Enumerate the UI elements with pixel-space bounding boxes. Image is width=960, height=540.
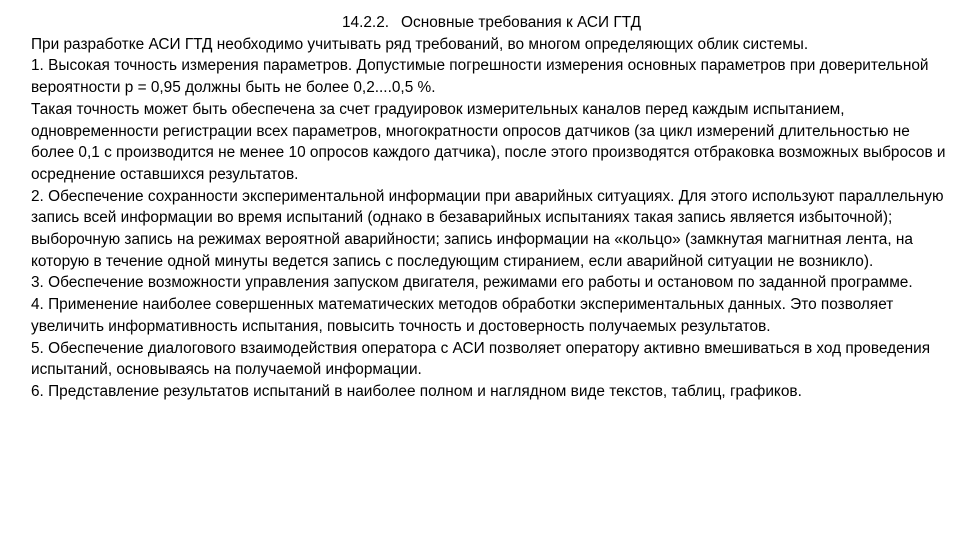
requirement-6-paragraph: 6. Представление результатов испытаний в наиболее полном и наглядном виде текстов, таблиц, графиков. [31, 382, 802, 400]
requirement-1-paragraph: 1. Высокая точность измерения параметров. Допустимые погрешности измерения основных параметров при доверительной вероятности р = 0,95 должны быть не более 0,2....0,5 %. [31, 57, 929, 97]
requirement-2-paragraph: 2. Обеспечение сохранности экспериментальной информации при аварийных ситуациях. Для этого используют параллельную запись всей информации во время испытаний (однако в безаварийных испытаниях такая запись является избыточной); выборочную запись на режимах вероятной аварийности; запись информации на «кольцо» (замкнутая магнитная лента, на которую в течение одной минуты ведется запись с последующим стиранием, если аварийной ситуации не возникло). [31, 187, 944, 270]
requirement-5-paragraph: 5. Обеспечение диалогового взаимодействия оператора с АСИ позволяет оператору активно вмешиваться в ход проведения испытаний, основываясь на получаемой информации. [31, 339, 931, 379]
requirement-4-paragraph: 4. Применение наиболее совершенных математических методов обработки экспериментальных данных. Это позволяет увеличить информативность испытания, повысить точность и достоверность получаемых результатов. [31, 296, 894, 335]
section-heading [31, 12, 946, 34]
requirement-3-paragraph: 3. Обеспечение возможности управления запуском двигателя, режимами его работы и остановом по заданной программе. [31, 274, 913, 292]
slide-text-body [31, 12, 946, 403]
intro-paragraph: При разработке АСИ ГТД необходимо учитывать ряд требований, во многом определяющих облик системы. [31, 35, 809, 53]
section-title: Основные требования к АСИ ГТД [401, 14, 642, 31]
accuracy-explanation-paragraph: Такая точность может быть обеспечена за счет градуировок измерительных каналов перед каждым испытанием, одновременности регистрации всех параметров, многократности опросов датчиков (за цикл измерений длительностью не более 0,1 с производится не менее 10 опросов каждого датчика), после этого производятся отбраковка возможных выбросов и осреднение оставшихся результатов. [31, 100, 946, 183]
section-number: 14.2.2. [341, 14, 390, 31]
